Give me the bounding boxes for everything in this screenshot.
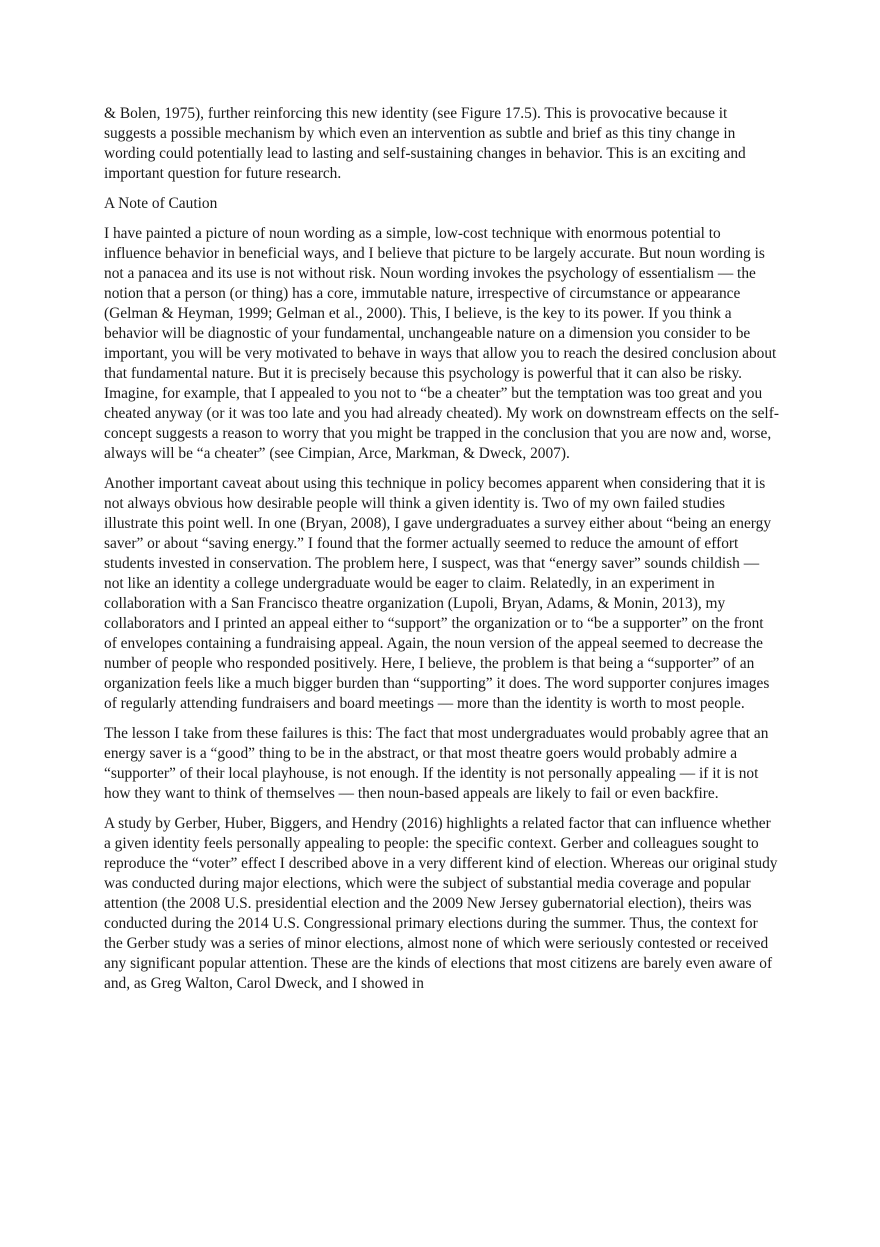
paragraph: A study by Gerber, Huber, Biggers, and Hendry (2016) highlights a related factor that can influence whether a given identity feels personally appealing to people: the specific context. Gerber and colleagues sought to reproduce the “voter” effect I described above in a very different kind of election. Whereas our original study was conducted during major elections, which were the subject of substantial media coverage and popular attention (the 2008 U.S. presidential election and the 2009 New Jersey gubernatorial election), theirs was conducted during the 2014 U.S. Congressional primary elections during the summer. Thus, the context for the Gerber study was a series of minor elections, almost none of which were seriously contested or received any significant popular attention. These are the kinds of elections that most citizens are barely even aware of and, as Greg Walton, Carol Dweck, and I showed in	[104, 815, 778, 992]
section-heading: A Note of Caution	[104, 195, 218, 212]
paragraph: The lesson I take from these failures is this: The fact that most undergraduates would probably agree that an energy saver is a “good” thing to be in the abstract, or that most theatre goers would probably admire a “supporter” of their local playhouse, is not enough. If the identity is not personally appealing — if it is not how they want to think of themselves — then noun-based appeals are likely to fail or even backfire.	[104, 725, 769, 802]
paragraph: I have painted a picture of noun wording as a simple, low-cost technique with enormous potential to influence behavior in beneficial ways, and I believe that picture to be largely accurate. But noun wording is not a panacea and its use is not without risk. Noun wording invokes the psychology of essentialism — the notion that a person (or thing) has a core, immutable nature, irrespective of circumstance or appearance (Gelman & Heyman, 1999; Gelman et al., 2000). This, I believe, is the key to its power. If you think a behavior will be diagnostic of your fundamental, unchangeable nature on a dimension you consider to be important, you will be very motivated to behave in ways that allow you to reach the desired conclusion about that fundamental nature. But it is precisely because this psychology is powerful that it can also be risky. Imagine, for example, that I appealed to you not to “be a cheater” but the temptation was too great and you cheated anyway (or it was too late and you had already cheated). My work on downstream effects on the self-concept suggests a reason to worry that you might be trapped in the conclusion that you are now and, worse, always will be “a cheater” (see Cimpian, Arce, Markman, & Dweck, 2007).	[104, 225, 779, 462]
paragraph: Another important caveat about using this technique in policy becomes apparent when considering that it is not always obvious how desirable people will think a given identity is. Two of my own failed studies illustrate this point well. In one (Bryan, 2008), I gave undergraduates a survey either about “being an energy saver” or about “saving energy.” I found that the former actually seemed to reduce the amount of effort students invested in conservation. The problem here, I suspect, was that “energy saver” sounds childish — not like an identity a college undergraduate would be eager to claim. Relatedly, in an experiment in collaboration with a San Francisco theatre organization (Lupoli, Bryan, Adams, & Monin, 2013), my collaborators and I printed an appeal either to “support” the organization or to “be a supporter” on the front of envelopes containing a fundraising appeal. Again, the noun version of the appeal seemed to decrease the number of people who responded positively. Here, I believe, the problem is that being a “supporter” of an organization feels like a much bigger burden than “supporting” it does. The word supporter conjures images of regularly attending fundraisers and board meetings — more than the identity is worth to most people.	[104, 475, 772, 712]
document-page	[104, 104, 780, 1004]
paragraph-continuation: & Bolen, 1975), further reinforcing this new identity (see Figure 17.5). This is provocative because it suggests a possible mechanism by which even an intervention as subtle and brief as this tiny change in wording could potentially lead to lasting and self-sustaining changes in behavior. This is an exciting and important question for future research.	[104, 105, 746, 182]
